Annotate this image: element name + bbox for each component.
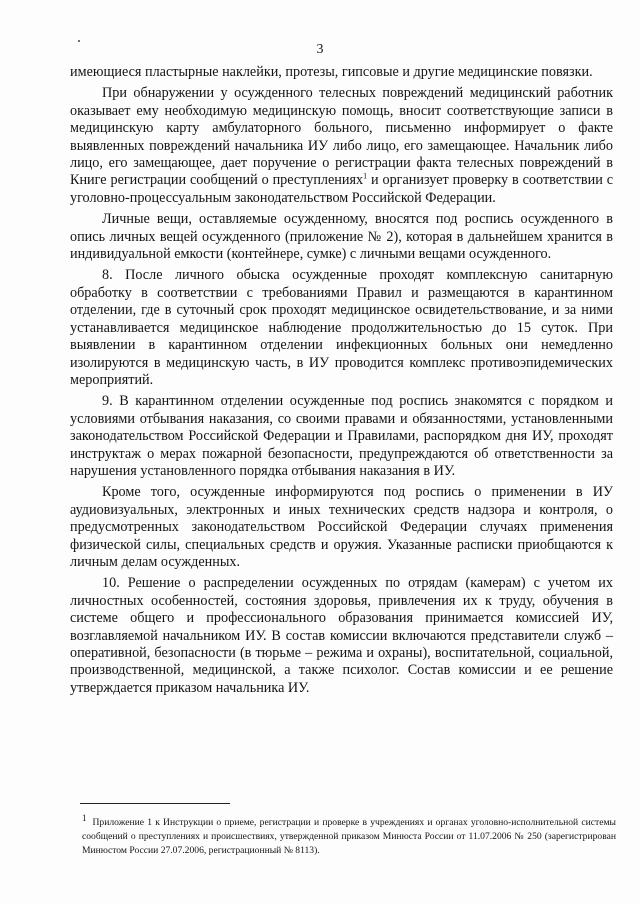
document-body [70,64,613,697]
footnote-divider [80,803,230,804]
footnote-text: Приложение 1 к Инструкции о приеме, регистрации и проверке в учреждениях и органах уголовно-исполнительной системы сообщений о преступлениях и происшествиях, утвержденной приказом Минюста России от 11.07.2006 № 250 (зарегистрирован Минюстом России 27.07.2006, регистрационный № 8113). [82,817,616,856]
page-number: 3 [316,42,324,57]
paragraph-injuries [70,85,613,207]
paragraph-personal-items: Личные вещи, оставляемые осужденному, вносятся под роспись осужденного в опись личных вещей осужденного (приложение № 2), которая в дальнейшем хранится в индивидуальной емкости (контейнере, сумке) с личными вещами осужденного. [70,211,613,263]
paragraph-item-10: 10. Решение о распределении осужденных по отрядам (камерам) с учетом их личностных особенностей, состояния здоровья, привлечения их к труду, обучения в системе общего и профессионального образования принимается комиссией ИУ, возглавляемой начальником ИУ. В состав комиссии включаются представители служб – оперативной, безопасности (в тюрьме – режима и охраны), воспитательной, социальной, производственной, медицинской, а также психолог. Состав комиссии и ее решение утверждается приказом начальника ИУ. [70,575,613,696]
paragraph-item-9: 9. В карантинном отделении осужденные под роспись знакомятся с порядком и условиями отбывания наказания, со своими правами и обязанностями, установленными законодательством Российской Федерации и Правилами, распорядком дня ИУ, проходят инструктаж о мерах пожарной безопасности, предупреждаются об ответственности за нарушения установленного порядка отбывания наказания в ИУ. [70,393,613,479]
footnote-mark: 1 [82,813,87,823]
footnote-reference: 1 [363,171,368,181]
paragraph-injuries-text-end: и организует проверку в соответствии с уголовно-процессуальным законодательством Российской Федерации. [70,172,613,206]
paragraph-informing: Кроме того, осужденные информируются под роспись о применении в ИУ аудиовизуальных, электронных и иных технических средств надзора и контроля, о предусмотренных законодательством Российской Федерации случаях применения физической силы, специальных средств и оружия. Указанные расписки приобщаются к личным делам осужденных. [70,484,613,570]
paragraph-item-8: 8. После личного обыска осужденные проходят комплексную санитарную обработку в соответствии с требованиями Правил и размещаются в карантинном отделении, где в суточный срок проходят медицинское освидетельствование, и за ними устанавливается медицинское наблюдение продолжительностью до 15 суток. При выявлении в карантинном отделении инфекционных больных они немедленно изолируются в медицинскую часть, в ИУ проводится комплекс противоэпидемических мероприятий. [70,267,613,388]
footnote [82,811,616,858]
paragraph-continuation: имеющиеся пластырные наклейки, протезы, гипсовые и другие медицинские повязки. [70,64,593,80]
paragraph-injuries-text: При обнаружении у осужденного телесных повреждений медицинский работник оказывает ему необходимую медицинскую помощь, вносит соответствующие записи в медицинскую карту амбулаторного больного, письменно информирует о факте выявленных повреждений начальника ИУ либо лицо, его замещающее. Начальник либо лицо, его замещающее, дает поручение о регистрации факта телесных повреждений в Книге регистрации сообщений о преступлениях [70,85,613,189]
